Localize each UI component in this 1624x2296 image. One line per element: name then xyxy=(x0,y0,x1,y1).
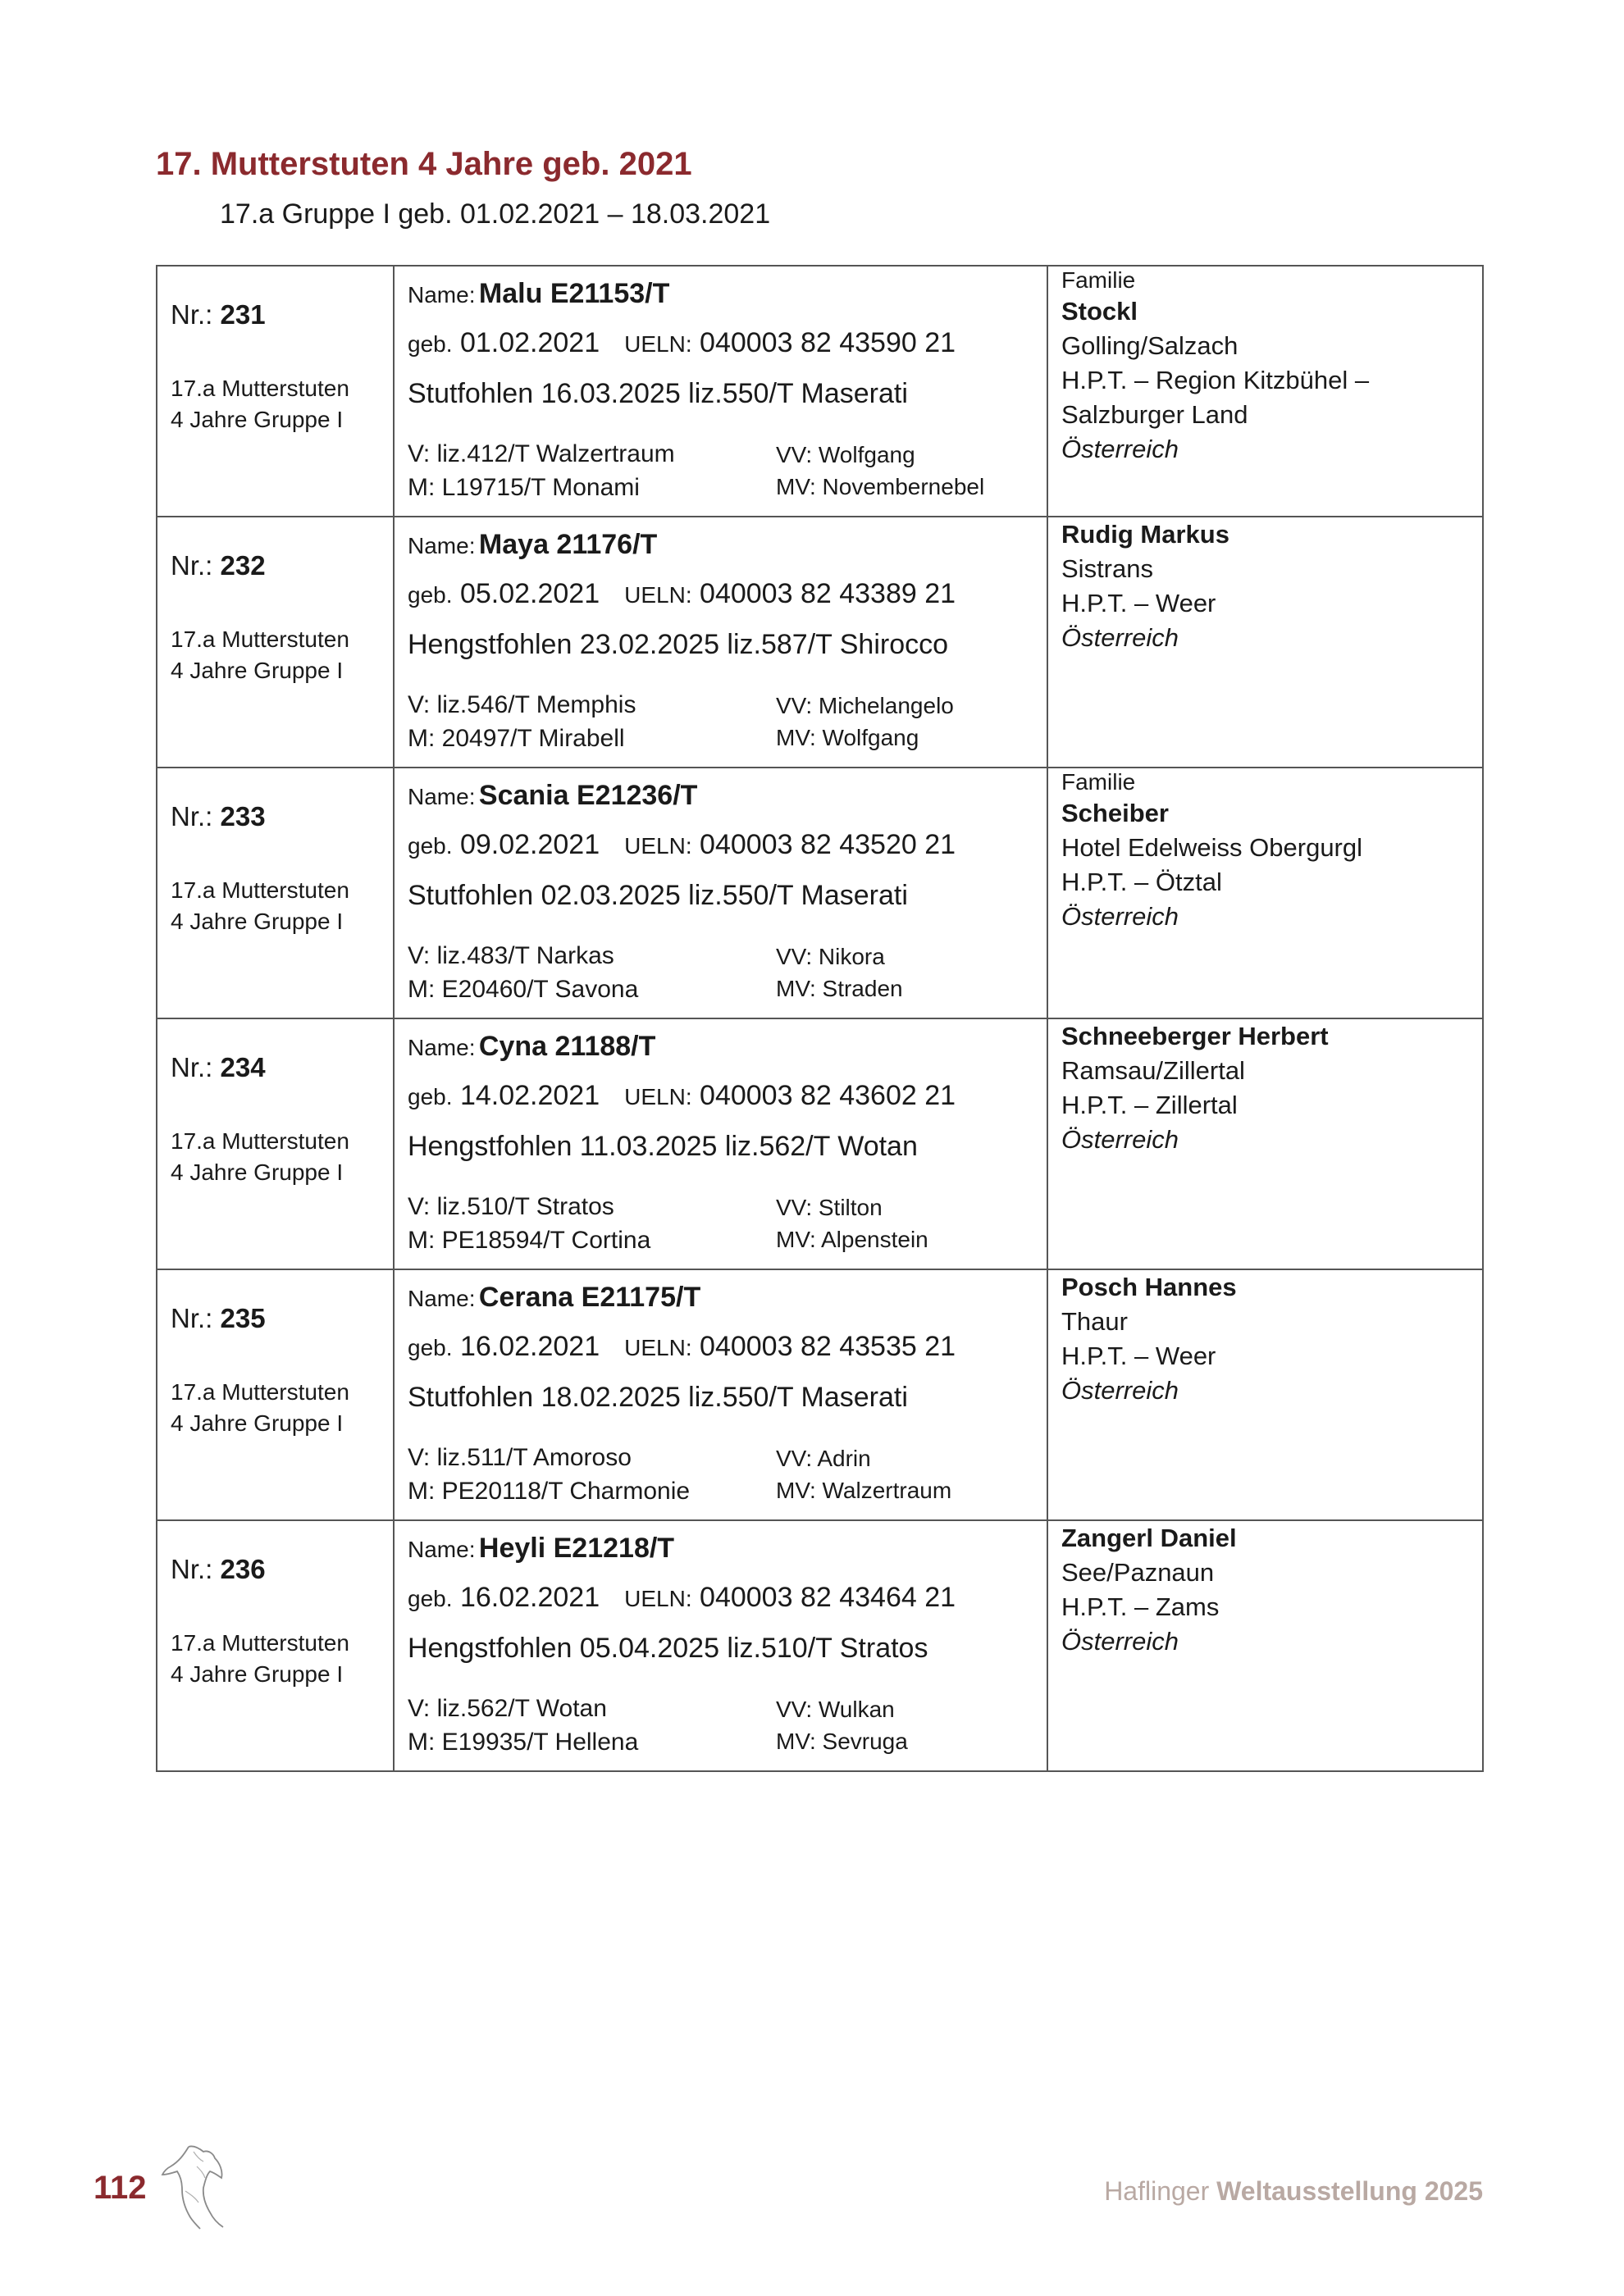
sire: V: liz.562/T Wotan xyxy=(408,1695,607,1722)
horse-name-line xyxy=(408,1533,674,1565)
name-label: Name: xyxy=(408,1537,476,1562)
group-line-1: 17.a Mutterstuten xyxy=(171,1630,349,1656)
horse-name-line xyxy=(408,1031,655,1063)
group-line-2: 4 Jahre Gruppe I xyxy=(171,1410,344,1436)
entry-number xyxy=(171,1303,266,1334)
birth-date: 05.02.2021 xyxy=(459,578,600,609)
table-row xyxy=(157,768,1483,1018)
owner-cell xyxy=(1047,1269,1483,1520)
owner-country: Österreich xyxy=(1061,435,1179,463)
horse-name: Cyna 21188/T xyxy=(478,1031,656,1062)
entry-number-cell xyxy=(157,1018,394,1269)
owner-name: Scheiber xyxy=(1061,799,1169,827)
horse-name-line xyxy=(408,529,657,561)
entry-group xyxy=(171,373,349,435)
owner-cell xyxy=(1047,517,1483,768)
entry-number xyxy=(171,1554,266,1585)
birth-line xyxy=(408,327,956,359)
owner-country: Österreich xyxy=(1061,1627,1179,1656)
group-line-1: 17.a Mutterstuten xyxy=(171,1379,349,1405)
nr-value: 235 xyxy=(220,1303,266,1333)
nr-value: 233 xyxy=(220,801,266,831)
catalog-body xyxy=(157,266,1483,1771)
entry-number xyxy=(171,1052,266,1083)
ueln-label: UELN: xyxy=(624,1084,692,1109)
nr-label: Nr.: xyxy=(171,1303,213,1333)
name-label: Name: xyxy=(408,1286,476,1311)
nr-label: Nr.: xyxy=(171,299,213,330)
owner-info xyxy=(1061,768,1362,934)
birth-label: geb. xyxy=(408,1335,453,1360)
horse-details-cell xyxy=(394,1269,1047,1520)
entry-number-cell xyxy=(157,768,394,1018)
foal-info: Hengstfohlen 05.04.2025 liz.510/T Stratos xyxy=(408,1633,928,1664)
owner-info xyxy=(1061,266,1369,467)
ueln-label: UELN: xyxy=(624,1586,692,1611)
owner-info xyxy=(1061,1019,1329,1157)
foal-info: Stutfohlen 02.03.2025 liz.550/T Maserati xyxy=(408,880,908,911)
group-line-2: 4 Jahre Gruppe I xyxy=(171,407,344,432)
dam: M: E19935/T Hellena xyxy=(408,1729,639,1756)
entry-group xyxy=(171,624,349,686)
horse-name-line xyxy=(408,780,697,812)
owner-cell xyxy=(1047,1520,1483,1771)
owner-address-line: H.P.T. – Region Kitzbühel – xyxy=(1061,366,1370,394)
table-row xyxy=(157,517,1483,768)
owner-address-line: Golling/Salzach xyxy=(1061,331,1239,360)
owner-address-line: H.P.T. – Weer xyxy=(1061,589,1216,617)
group-line-1: 17.a Mutterstuten xyxy=(171,877,349,903)
birth-line xyxy=(408,578,956,610)
birth-date: 09.02.2021 xyxy=(459,829,600,860)
horse-name: Malu E21153/T xyxy=(478,278,670,309)
nr-value: 231 xyxy=(220,299,266,330)
ueln-value: 040003 82 43602 21 xyxy=(700,1080,956,1111)
nr-label: Nr.: xyxy=(171,1554,213,1584)
entry-number xyxy=(171,299,266,330)
owner-name: Schneeberger Herbert xyxy=(1061,1022,1329,1050)
horse-details-cell xyxy=(394,266,1047,517)
dam-sire: MV: Sevruga xyxy=(776,1729,908,1754)
owner-country: Österreich xyxy=(1061,902,1179,931)
page-number: 112 xyxy=(94,2170,147,2206)
entry-group xyxy=(171,1126,349,1188)
owner-info xyxy=(1061,1270,1237,1408)
footer-brand-bold: Weltausstellung 2025 xyxy=(1216,2176,1483,2206)
nr-label: Nr.: xyxy=(171,550,213,581)
birth-line xyxy=(408,1331,956,1363)
horse-name-line xyxy=(408,278,669,310)
group-line-2: 4 Jahre Gruppe I xyxy=(171,1159,344,1185)
birth-label: geb. xyxy=(408,582,453,608)
foal-info: Stutfohlen 16.03.2025 liz.550/T Maserati xyxy=(408,378,908,409)
sire: V: liz.483/T Narkas xyxy=(408,942,614,969)
horse-details-cell xyxy=(394,517,1047,768)
owner-name: Rudig Markus xyxy=(1061,520,1229,549)
group-line-2: 4 Jahre Gruppe I xyxy=(171,1661,344,1687)
horse-details-cell xyxy=(394,1018,1047,1269)
ueln-label: UELN: xyxy=(624,331,692,357)
ueln-label: UELN: xyxy=(624,1335,692,1360)
table-row xyxy=(157,1018,1483,1269)
entry-number-cell xyxy=(157,266,394,517)
horse-details-cell xyxy=(394,1520,1047,1771)
owner-name: Posch Hannes xyxy=(1061,1273,1237,1301)
horse-name: Maya 21176/T xyxy=(478,529,658,560)
group-line-1: 17.a Mutterstuten xyxy=(171,1128,349,1154)
page-subtitle: 17.a Gruppe I geb. 01.02.2021 – 18.03.2021 xyxy=(220,198,771,230)
sire-sire: VV: Stilton xyxy=(776,1195,883,1220)
sire-sire: VV: Adrin xyxy=(776,1446,871,1471)
owner-cell xyxy=(1047,266,1483,517)
owner-name: Zangerl Daniel xyxy=(1061,1524,1237,1552)
owner-name: Stockl xyxy=(1061,297,1138,326)
owner-prefix: Familie xyxy=(1061,769,1136,795)
ueln-value: 040003 82 43520 21 xyxy=(700,829,956,860)
horse-name-line xyxy=(408,1282,700,1314)
owner-address-line: H.P.T. – Weer xyxy=(1061,1342,1216,1370)
sire: V: liz.412/T Walzertraum xyxy=(408,440,675,467)
birth-label: geb. xyxy=(408,1586,453,1611)
owner-address-line: Thaur xyxy=(1061,1307,1128,1336)
group-line-1: 17.a Mutterstuten xyxy=(171,376,349,401)
owner-address-line: H.P.T. – Zams xyxy=(1061,1592,1220,1621)
group-line-2: 4 Jahre Gruppe I xyxy=(171,658,344,683)
horse-name: Scania E21236/T xyxy=(478,780,698,811)
sire: V: liz.511/T Amoroso xyxy=(408,1444,632,1471)
birth-label: geb. xyxy=(408,1084,453,1109)
owner-address-line: See/Paznaun xyxy=(1061,1558,1215,1587)
birth-date: 14.02.2021 xyxy=(459,1080,600,1111)
horse-head-icon xyxy=(161,2142,231,2232)
ueln-value: 040003 82 43590 21 xyxy=(700,327,956,358)
sire: V: liz.510/T Stratos xyxy=(408,1193,614,1220)
foal-info: Hengstfohlen 23.02.2025 liz.587/T Shirocco xyxy=(408,629,949,660)
owner-address-line: Ramsau/Zillertal xyxy=(1061,1056,1245,1085)
owner-country: Österreich xyxy=(1061,623,1179,652)
name-label: Name: xyxy=(408,533,476,558)
entry-number-cell xyxy=(157,1520,394,1771)
dam: M: PE18594/T Cortina xyxy=(408,1227,651,1254)
nr-value: 234 xyxy=(220,1052,266,1082)
owner-country: Österreich xyxy=(1061,1376,1179,1405)
entry-group xyxy=(171,1628,349,1690)
dam-sire: MV: Novembernebel xyxy=(776,474,985,499)
owner-cell xyxy=(1047,768,1483,1018)
dam-sire: MV: Walzertraum xyxy=(776,1478,952,1503)
owner-cell xyxy=(1047,1018,1483,1269)
sire-sire: VV: Nikora xyxy=(776,944,885,969)
owner-country: Österreich xyxy=(1061,1125,1179,1154)
nr-label: Nr.: xyxy=(171,801,213,831)
name-label: Name: xyxy=(408,282,476,308)
sire-sire: VV: Wulkan xyxy=(776,1697,895,1722)
horse-name: Cerana E21175/T xyxy=(478,1282,701,1313)
birth-date: 01.02.2021 xyxy=(459,327,600,358)
dam-sire: MV: Straden xyxy=(776,976,903,1001)
sire-sire: VV: Wolfgang xyxy=(776,442,915,467)
nr-value: 232 xyxy=(220,550,266,581)
table-row xyxy=(157,1520,1483,1771)
ueln-value: 040003 82 43535 21 xyxy=(700,1331,956,1362)
entry-number xyxy=(171,801,266,832)
entry-number xyxy=(171,550,266,581)
dam: M: E20460/T Savona xyxy=(408,976,639,1003)
owner-info xyxy=(1061,1521,1237,1659)
birth-date: 16.02.2021 xyxy=(459,1331,600,1362)
ueln-value: 040003 82 43464 21 xyxy=(700,1582,956,1613)
sire: V: liz.546/T Memphis xyxy=(408,691,636,718)
entry-group xyxy=(171,875,349,937)
table-row xyxy=(157,266,1483,517)
foal-info: Hengstfohlen 11.03.2025 liz.562/T Wotan xyxy=(408,1131,918,1162)
footer-brand xyxy=(1104,2176,1483,2207)
footer-brand-light: Haflinger xyxy=(1104,2176,1210,2206)
ueln-label: UELN: xyxy=(624,833,692,859)
horse-details-cell xyxy=(394,768,1047,1018)
nr-value: 236 xyxy=(220,1554,266,1584)
owner-info xyxy=(1061,517,1229,655)
horse-name: Heyli E21218/T xyxy=(478,1533,675,1564)
nr-label: Nr.: xyxy=(171,1052,213,1082)
group-line-1: 17.a Mutterstuten xyxy=(171,626,349,652)
owner-address-line: Salzburger Land xyxy=(1061,400,1248,429)
owner-address-line: H.P.T. – Zillertal xyxy=(1061,1091,1238,1119)
birth-line xyxy=(408,1582,956,1614)
foal-info: Stutfohlen 18.02.2025 liz.550/T Maserati xyxy=(408,1382,908,1413)
page-title: 17. Mutterstuten 4 Jahre geb. 2021 xyxy=(156,146,692,182)
sire-sire: VV: Michelangelo xyxy=(776,693,954,718)
dam: M: PE20118/T Charmonie xyxy=(408,1478,691,1505)
dam: M: L19715/T Monami xyxy=(408,474,640,501)
ueln-label: UELN: xyxy=(624,582,692,608)
group-line-2: 4 Jahre Gruppe I xyxy=(171,909,344,934)
ueln-value: 040003 82 43389 21 xyxy=(700,578,956,609)
dam-sire: MV: Alpenstein xyxy=(776,1227,928,1252)
birth-label: geb. xyxy=(408,331,453,357)
table-row xyxy=(157,1269,1483,1520)
dam: M: 20497/T Mirabell xyxy=(408,725,625,752)
birth-label: geb. xyxy=(408,833,453,859)
name-label: Name: xyxy=(408,784,476,809)
name-label: Name: xyxy=(408,1035,476,1060)
owner-address-line: Hotel Edelweiss Obergurgl xyxy=(1061,833,1363,862)
birth-line xyxy=(408,829,956,861)
birth-date: 16.02.2021 xyxy=(459,1582,600,1613)
owner-address-line: Sistrans xyxy=(1061,554,1153,583)
dam-sire: MV: Wolfgang xyxy=(776,725,919,750)
catalog-table xyxy=(156,265,1484,1772)
entry-group xyxy=(171,1377,349,1439)
entry-number-cell xyxy=(157,1269,394,1520)
entry-number-cell xyxy=(157,517,394,768)
owner-prefix: Familie xyxy=(1061,267,1136,293)
owner-address-line: H.P.T. – Ötztal xyxy=(1061,868,1222,896)
birth-line xyxy=(408,1080,956,1112)
